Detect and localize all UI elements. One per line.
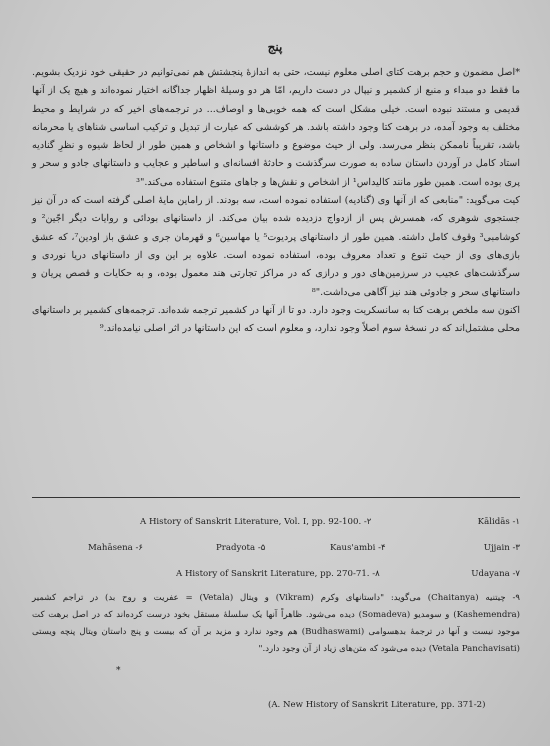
paragraph-3: اکنون سه ملخص برهت کتا به سانسکریت وجود دارد. دو تا از آنها در کشمیر ترجمه شده‌اند. ترجمه‌های کشمیر بر داستانهای محلی مشتمل‌اند که در نسخهٔ سوم اصلاً وجود ندارد، و معلوم است که این داستانها در اثر اصلی نیامده‌اند.⁹ bbox=[32, 304, 520, 335]
footnote-9-source: (A. New History of Sanskrit Literature, pp. 371-2) bbox=[268, 700, 486, 710]
footnote-2: A History of Sanskrit Literature, Vol. I, pp. 92-100. -۲ bbox=[140, 517, 372, 527]
footnote-5: Pradyota -۵ bbox=[216, 543, 266, 553]
paragraph-1: *اصل مضمون و حجم برهت کتای اصلی معلوم نیست، حتی به اندازهٔ پنجشتش هم نمی‌توانیم در حقیقی خود نزدیک بشویم. ما فقط دو مبداء و منبع از کشمیر و نیپال در دست داریم، امّا هر دو وسیلهٔ اظهار جداگانه اختیار نموده‌اند و هیچ یک از آنها قدیمی و مستند نبوده است. خیلی مشکل است که همه خوبی‌ها و اوصاف... در ترجمه‌های اخیر که در شرایط و محیط مختلف به وجود آمده، در برهت کتا وجود داشته باشد. هر کوششی که عبارت از تبدیل و ترکیب اساسی شناهای یا محرمانه باشد، تقریباً ناممکن بنظر می‌رسد. ولی از حیث موضوع و داستانها و اشخاص و همین طور از لحاظ شیوه و نظرِ گنادیه استاد کامل در آوردن داستان ساده به صورت سرگذشت و حادثهٔ افسانه‌ای و اساطیر و عجایب و داستانهای جادو و سحر و پری بوده است. همین طور مانند کالیداس¹ از اشخاص و نقش‌ها و جاهای متنوع استفاده می‌کند."³ bbox=[32, 67, 520, 188]
footnote-divider bbox=[32, 497, 520, 498]
asterisk-mark: * bbox=[116, 666, 121, 676]
footnote-8: A History of Sanskrit Literature, pp. 270-71. -۸ bbox=[176, 569, 380, 579]
footnote-9: ۹- چیتنیه (Chaitanya) می‌گوید: "داستانهای وکرم (Vikram) و ویتال (Vetala) = عفریت و روح بد) در تراجم کشمیر (Kashemendra) و سومدیو (Somadeva) دیده می‌شود. ظاهراً آنها یک سلسلهٔ مستقل بخود درست کرده‌اند که در اصل برهت کت موجود نیست و آنها در ترجمهٔ بدهسوامی (Budhaswami) هم وجود ندارد و مزید بر آن که بیست و پنج داستان ویتال پنچه ویستی (Vetala Panchavisati) دیده می‌شود که متن‌های زیاد از آن وجود دارد." bbox=[32, 593, 521, 654]
page-number-header: پنج bbox=[267, 40, 283, 54]
paragraph-2: کیت می‌گوید: "منابعی که از آنها وی (گنادیه) استفاده نموده است، سه بودند. از راماین مایهٔ اصلی گرفته است که در آن نیز جستجوی شوهری که، همسرش پس از ازدواج دزدیده شده بیان می‌کند. از داستانهای بودائی و روایات دیگر اجّین² و کوشامبی³ وقوف کامل داشته. همین طور از داستانهای پردیوت⁵ یا مهاسین⁶ و قهرمان جری و عشق باز اودین⁷، که عشق بازی‌های وی از حیث تنوع و تعداد معروف بوده، استفاده نموده است. علاوه بر این وی از داستانهای دریا نوردی و سرگذشت‌های عجیب در سرزمین‌های دور و درازی که در مراکز تجارتی هند معمول بوده، و به حکایات و قصص پریان و داستانهای سحر و جادوئی هند نیز آگاهی می‌داشت."⁸ bbox=[32, 195, 521, 298]
footnote-1: Kālidās -۱ bbox=[477, 517, 520, 527]
footnote-4: Kaus'ambi -۴ bbox=[330, 543, 386, 553]
main-text bbox=[32, 64, 520, 338]
footnote-3: Ujjain -۳ bbox=[483, 543, 520, 553]
footnote-6: Mahāsena -۶ bbox=[88, 543, 143, 553]
footnote-7: Udayana -۷ bbox=[471, 569, 520, 579]
